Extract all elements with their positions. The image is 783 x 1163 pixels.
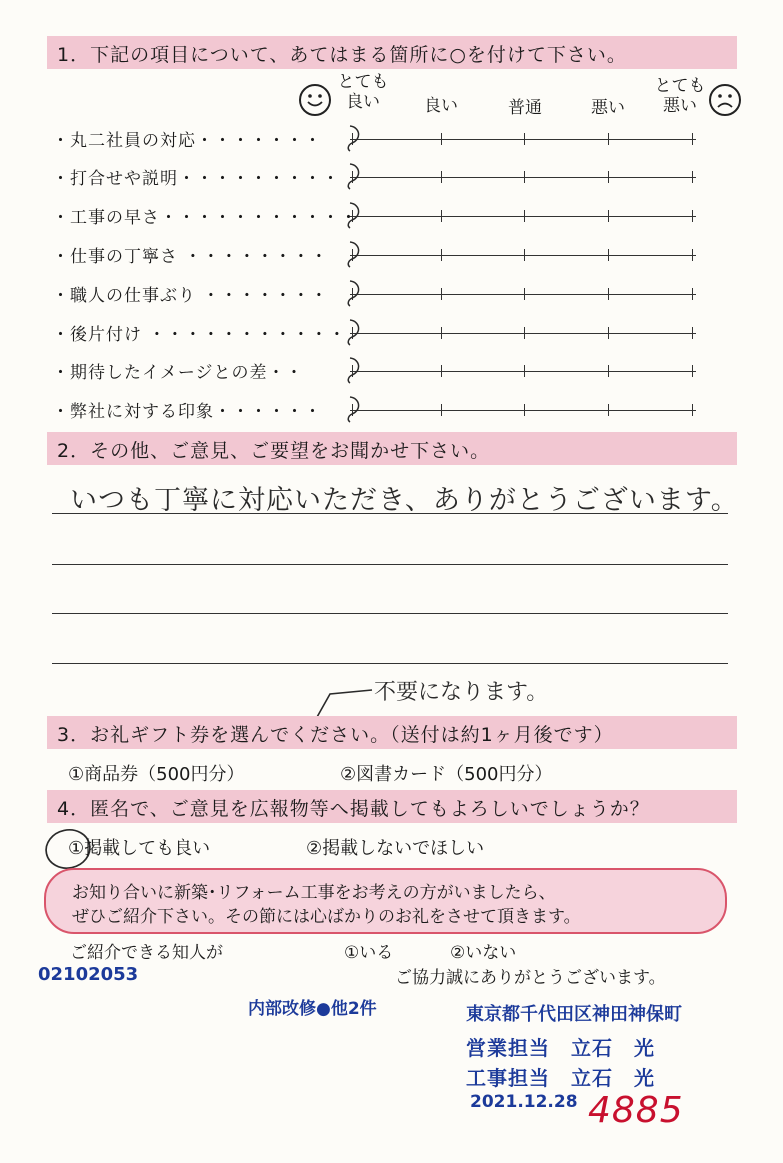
referral-yes[interactable]: ①いる [344,943,394,963]
gift-option-book-card[interactable]: ②図書カード（500円分） [340,764,553,785]
rating-tick[interactable] [441,133,442,145]
gift-option-merchandise[interactable]: ①商品券（500円分） [68,764,245,785]
rating-line[interactable] [350,294,696,295]
publish-option-allow[interactable]: ①掲載しても良い [68,838,211,859]
handwritten-mark-icon [338,278,364,308]
comment-line-4 [52,663,728,664]
construction-rep: 工事担当 立石 光 [466,1066,655,1090]
column-very-good: とても 良い [337,72,389,112]
comment-line-2 [52,564,728,565]
sales-rep: 営業担当 立石 光 [466,1036,655,1060]
rating-tick[interactable] [608,327,609,339]
handwritten-mark-icon [338,200,364,230]
rating-tick[interactable] [441,288,442,300]
rating-line[interactable] [350,410,696,411]
item-staff-response: ・丸二社員の対応・・・・・・・ [52,131,322,151]
rating-tick[interactable] [608,365,609,377]
rating-line[interactable] [350,216,696,217]
section4-title: 4．匿名で、ご意見を広報物等へ掲載してもよろしいでしょうか？ [57,798,650,820]
work-type: 内部改修●他2件 [248,999,377,1019]
smile-face-icon [299,84,331,116]
item-company-impression: ・弊社に対する印象・・・・・・ [52,402,322,422]
section2-title: 2．その他、ご意見、ご要望をお聞かせ下さい。 [57,440,491,462]
section1-title: 1．下記の項目について、あてはまる箇所に○を付けて下さい。 [57,44,627,66]
rating-tick[interactable] [692,288,693,300]
rating-tick[interactable] [692,133,693,145]
rating-tick[interactable] [441,327,442,339]
rating-tick[interactable] [441,249,442,261]
rating-tick[interactable] [524,365,525,377]
referral-line-1: お知り合いに新築･リフォーム工事をお考えの方がいましたら、 [72,883,556,903]
rating-tick[interactable] [524,210,525,222]
referral-line-2: ぜひご紹介下さい。その節には心ばかりのお礼をさせて頂きます。 [72,907,581,927]
rating-line[interactable] [350,255,696,256]
publish-option-deny[interactable]: ②掲載しないでほしい [306,838,485,859]
rating-tick[interactable] [692,365,693,377]
sad-face-icon [709,84,741,116]
rating-tick[interactable] [524,249,525,261]
column-bad: 悪い [591,98,625,118]
column-normal: 普通 [508,98,542,118]
handwritten-number: 4885 [588,1090,684,1131]
handwritten-mark-icon [338,123,364,153]
rating-tick[interactable] [524,288,525,300]
rating-tick[interactable] [524,133,525,145]
handwritten-mark-icon [338,355,364,385]
survey-id: 02102053 [38,964,139,985]
column-good: 良い [424,96,458,116]
rating-line[interactable] [350,371,696,372]
rating-tick[interactable] [524,327,525,339]
item-meeting-explanation: ・打合せや説明・・・・・・・・・ [52,169,340,189]
item-expectation-gap: ・期待したイメージとの差・・ [52,363,304,383]
rating-tick[interactable] [608,404,609,416]
rating-tick[interactable] [441,365,442,377]
rating-tick[interactable] [692,404,693,416]
rating-tick[interactable] [692,210,693,222]
rating-tick[interactable] [692,171,693,183]
rating-tick[interactable] [608,171,609,183]
column-very-bad: とても 悪い [654,76,706,116]
referral-box [44,868,727,934]
item-cleanup: ・後片付け ・・・・・・・・・・・ [52,325,347,345]
company-address: 東京都千代田区神田神保町 [466,1004,682,1025]
section2-header [47,432,737,465]
rating-line[interactable] [350,139,696,140]
survey-date: 2021.12.28 [470,1092,578,1112]
rating-tick[interactable] [441,210,442,222]
comment-line-3 [52,613,728,614]
handwritten-comment: いつも丁寧に対応いただき、ありがとうございます。 [70,485,739,516]
section1-header [47,36,737,69]
rating-tick[interactable] [524,171,525,183]
rating-line[interactable] [350,177,696,178]
comment-line-1 [52,513,728,514]
handwritten-mark-icon [338,317,364,347]
thanks-text: ご協力誠にありがとうございます。 [395,968,666,988]
rating-tick[interactable] [608,133,609,145]
section3-header [47,716,737,749]
handwritten-mark-icon [338,161,364,191]
item-craftsman-work: ・職人の仕事ぶり ・・・・・・・ [52,286,329,306]
section4-header [47,790,737,823]
rating-tick[interactable] [608,210,609,222]
rating-tick[interactable] [692,249,693,261]
rating-tick[interactable] [608,288,609,300]
rating-tick[interactable] [524,404,525,416]
rating-line[interactable] [350,333,696,334]
rating-tick[interactable] [608,249,609,261]
handwritten-note: 不要になります。 [374,680,549,705]
referral-question: ご紹介できる知人が [70,943,223,963]
referral-no[interactable]: ②いない [450,943,517,963]
rating-tick[interactable] [692,327,693,339]
item-construction-speed: ・工事の早さ・・・・・・・・・・・ [52,208,358,228]
section3-title: 3．お礼ギフト券を選んでください。（送付は約1ヶ月後です） [57,724,614,746]
rating-tick[interactable] [441,171,442,183]
rating-tick[interactable] [441,404,442,416]
handwritten-mark-icon [338,239,364,269]
handwritten-mark-icon [338,394,364,424]
item-work-carefulness: ・仕事の丁寧さ ・・・・・・・・ [52,247,329,267]
